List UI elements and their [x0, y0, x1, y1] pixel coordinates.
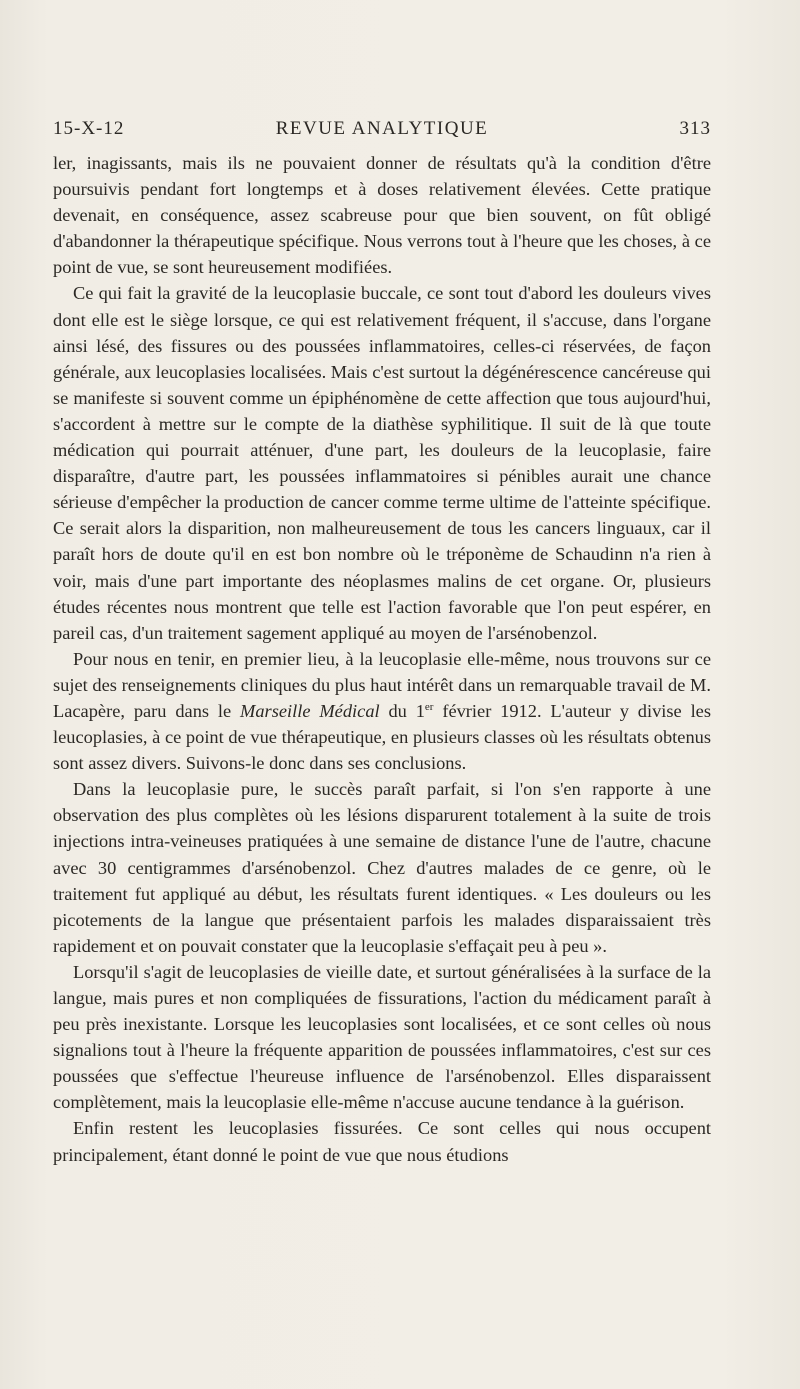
paragraph-3-text-b: du 1 [379, 700, 425, 721]
paragraph-3-text-c: février 1912. L'auteur y divise les leucoplasies, à ce point de vue thérapeutique, en plusieurs classes où les résultats obtenus sont assez divers. Suivons-le donc dans ses conclusions. [53, 700, 712, 774]
paragraph-5: Lorsqu'il s'agit de leucoplasies de vieille date, et surtout généralisées à la surface de la langue, mais pures et non compliquées de fissurations, l'action du médicament paraît à peu près inexistante. Lorsque les leucoplasies sont localisées, et ce sont celles où nous signalions tout à l'heure la fréquente apparition de poussées inflammatoires, c'est sur ces poussées que s'effectue l'heureuse influence de l'arsénobenzol. Elles disparaissent complètement, mais la leucoplasie elle-même n'accuse aucune tendance à la guérison. [53, 961, 711, 1113]
body-text [53, 150, 711, 1168]
running-header [53, 118, 711, 148]
header-date: 15-X-12 [53, 118, 125, 139]
paragraph-3-text-a: Pour nous en tenir, en premier lieu, à la leucoplasie elle-même, nous trouvons sur ce sujet des renseignements cliniques du plus haut intérêt dans un remarquable travail de M. Lacapère, paru dans le [53, 648, 711, 721]
paragraph-3 [53, 646, 711, 776]
journal-title: Marseille Médical [240, 700, 380, 721]
header-title: REVUE ANALYTIQUE [275, 118, 489, 139]
paragraph-4: Dans la leucoplasie pure, le succès paraît parfait, si l'on s'en rapporte à une observation des plus complètes où les lésions disparurent totalement à la suite de trois injections intra-veineuses pratiquées à une semaine de distance l'une de l'autre, chacune avec 30 centigrammes d'arsénobenzol. Chez d'autres malades de ce genre, où le traitement fut appliqué au début, les résultats furent identiques. « Les douleurs ou les picotements de la langue que présentaient parfois les malades disparaissaient très rapidement et on pouvait constater que la leucoplasie s'effaçait peu à peu ». [53, 779, 711, 956]
paragraph-2: Ce qui fait la gravité de la leucoplasie buccale, ce sont tout d'abord les douleurs vives dont elle est le siège lorsque, ce qui est relativement fréquent, il s'accuse, dans l'organe ainsi lésé, des fissures ou des poussées inflammatoires, celles-ci réservées, de façon générale, aux leucoplasies localisées. Mais c'est surtout la dégénérescence cancéreuse qui se manifeste si souvent comme un épiphénomène de cette affection que tous aujourd'hui, s'accordent à mettre sur le compte de la diathèse syphilitique. Il suit de là que toute médication qui pourrait atténuer, d'une part, les douleurs de la leucoplasie, faire disparaître, d'autre part, les poussées inflammatoires si pénibles aurait une chance sérieuse d'empêcher la production de cancer comme terme ultime de l'atteinte spécifique. Ce serait alors la disparition, non malheureusement de tous les cancers linguaux, car il paraît hors de doute qu'il en est bon nombre où le tréponème de Schaudinn n'a rien à voir, mais d'une part importante des néoplasmes malins de cet organe. Or, plusieurs études récentes nous montrent que telle est l'action favorable que l'on peut espérer, en pareil cas, d'un traitement sagement appliqué au moyen de l'arsénobenzol. [53, 283, 711, 643]
paragraph-6: Enfin restent les leucoplasies fissurées. Ce sont celles qui nous occupent principalement, étant donné le point de vue que nous étudions [53, 1118, 711, 1165]
page-number: 313 [679, 118, 711, 139]
ordinal-superscript: er [424, 700, 434, 713]
paragraph-1: ler, inagissants, mais ils ne pouvaient donner de résultats qu'à la condition d'être poursuivis pendant fort longtemps et à doses relativement élevées. Cette pratique devenait, en conséquence, assez scabreuse pour que bien souvent, on fût obligé d'abandonner la thérapeutique spécifique. Nous verrons tout à l'heure que les choses, à ce point de vue, se sont heureusement modifiées. [53, 153, 711, 278]
